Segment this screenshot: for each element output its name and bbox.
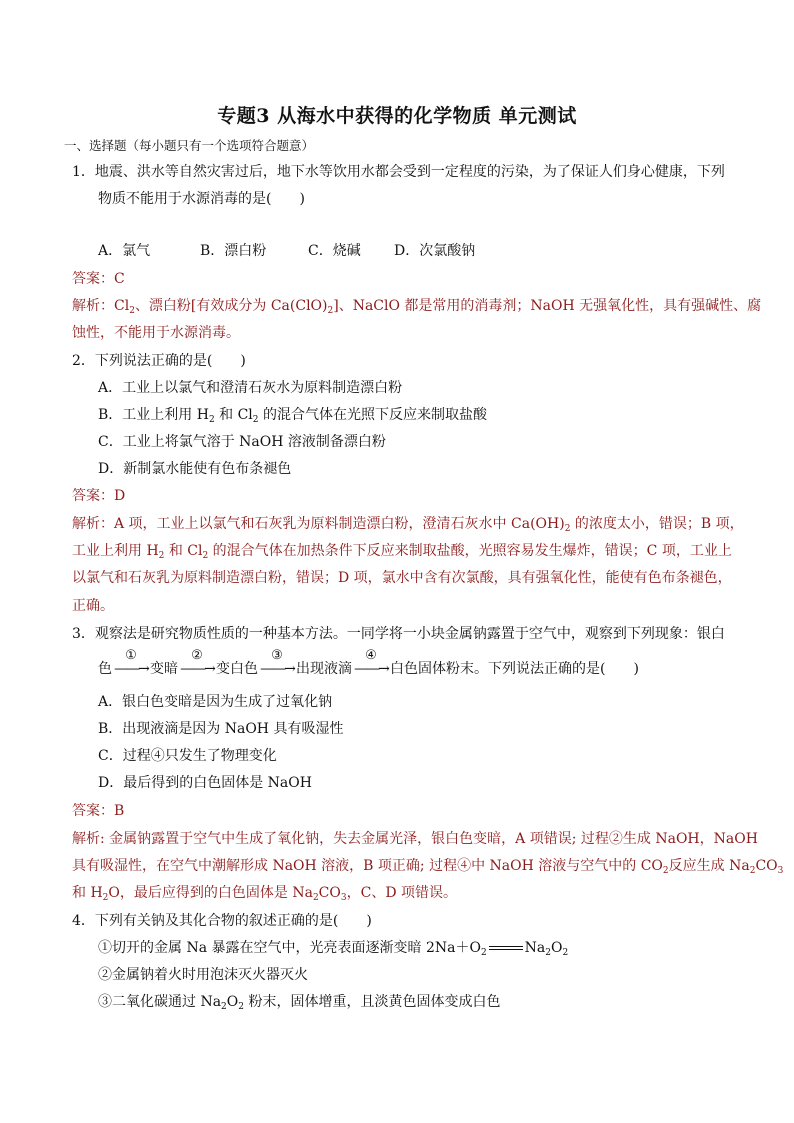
arrow-2: ② ——→ [180, 648, 214, 677]
question-2-stem: 2．下列说法正确的是( ) [72, 353, 246, 369]
question-3-option-d: D．最后得到的白色固体是 NaOH [98, 775, 312, 791]
question-3-option-b: B．出现液滴是因为 NaOH 具有吸湿性 [98, 721, 344, 737]
option-a: A．氯气 [98, 243, 151, 259]
question-3-option-a: A．银白色变暗是因为生成了过氧化钠 [98, 694, 333, 710]
question-2-option-c: C．工业上将氯气溶于 NaOH 溶液制备漂白粉 [98, 434, 386, 450]
question-2-option-d: D．新制氯水能使有色布条褪色 [98, 461, 292, 477]
explanation-2-line2: 工业上利用 $H_2$ 和 $Cl_2$ 的混合气体在加热条件下反应来制取盐酸，光照容易发生爆炸，错误；C 项，工业上 [72, 543, 732, 561]
question-2-option-a: A．工业上以氯气和澄清石灰水为原料制造漂白粉 [98, 380, 403, 396]
arrow-1: ① ——→ [114, 648, 148, 677]
page-title: 专题3 从海水中获得的化学物质 单元测试 [217, 105, 577, 127]
question-4-item-1: ①切开的金属 Na 暴露在空气中，光亮表面逐渐变暗 $2Na+O_2$ $Na_2O_2$ [98, 940, 569, 958]
explanation-3-line3: 和 $H_2O$，最后应得到的白色固体是 $Na_2CO_3$，C、D 项错误。 [72, 885, 457, 903]
explanation-3: 解析: 金属钠露置于空气中生成了氧化钠，失去金属光泽，银白色变暗，A 项错误; 过程②生成 NaOH，NaOH [72, 831, 758, 847]
explanation-2-line4: 正确。 [72, 598, 114, 614]
question-1-stem: 1．地震、洪水等自然灾害过后，地下水等饮用水都会受到一定程度的污染，为了保证人们身心健康，下列 [72, 164, 725, 180]
answer-3: 答案：B [72, 803, 125, 819]
section-heading: 一、选择题（每小题只有一个选项符合题意） [64, 138, 315, 153]
explanation-2-line3: 以氯气和石灰乳为原料制造漂白粉，错误；D 项，氯水中含有次氯酸，具有强氧化性，能使有色布条褪色， [72, 570, 732, 586]
question-3-option-c: C．过程④只发生了物理变化 [98, 748, 277, 764]
question-3-stem: 3．观察法是研究物质性质的一种基本方法。一同学将一小块金属钠露置于空气中，观察到下列现象：银白 [72, 626, 725, 642]
question-1-options [98, 238, 475, 265]
option-b: B．漂白粉 [200, 243, 267, 259]
question-1-stem-cont: 物质不能用于水源消毒的是( ) [98, 191, 305, 207]
explanation-3-line2: 具有吸湿性，在空气中潮解形成 NaOH 溶液，B 项正确; 过程④中 NaOH 溶液与空气中的 $CO_2$反应生成 $Na_2CO_3$ [72, 858, 784, 876]
explanation-1: 解析：$Cl_2$、漂白粉[有效成分为 $Ca(ClO)_2$]、NaClO 都是常用的消毒剂；NaOH 无强氧化性，具有强碱性、腐 [72, 298, 762, 316]
question-2-option-b: B．工业上利用 $H_2$ 和 $Cl_2$ 的混合气体在光照下反应来制取盐酸 [98, 407, 487, 425]
question-4-stem: 4．下列有关钠及其化合物的叙述正确的是( ) [72, 913, 372, 929]
question-3-process: 色 ① ——→ 变暗 ② ——→ 变白色 ③ ——→ 出现液滴 ④ ——→ 白色固体粉末。下列说法正确的是( ) [98, 656, 639, 683]
equals-arrow [489, 946, 523, 950]
explanation-2: 解析：A 项，工业上以氯气和石灰乳为原料制造漂白粉，澄清石灰水中 $Ca(OH)_2$ 的浓度太小，错误；B 项， [72, 516, 744, 534]
option-c: C．烧碱 [308, 243, 361, 259]
arrow-3: ③ ——→ [260, 648, 294, 677]
arrow-4: ④ ——→ [354, 648, 388, 677]
question-4-item-3: ③二氧化碳通过 $Na_2O_2$ 粉末，固体增重，且淡黄色固体变成白色 [98, 994, 501, 1012]
option-d: D．次氯酸钠 [394, 243, 476, 259]
explanation-1-cont: 蚀性，不能用于水源消毒。 [72, 325, 240, 341]
answer-2: 答案：D [72, 488, 126, 504]
answer-1: 答案：C [72, 271, 125, 287]
question-4-item-2: ②金属钠着火时用泡沫灭火器灭火 [98, 967, 308, 983]
